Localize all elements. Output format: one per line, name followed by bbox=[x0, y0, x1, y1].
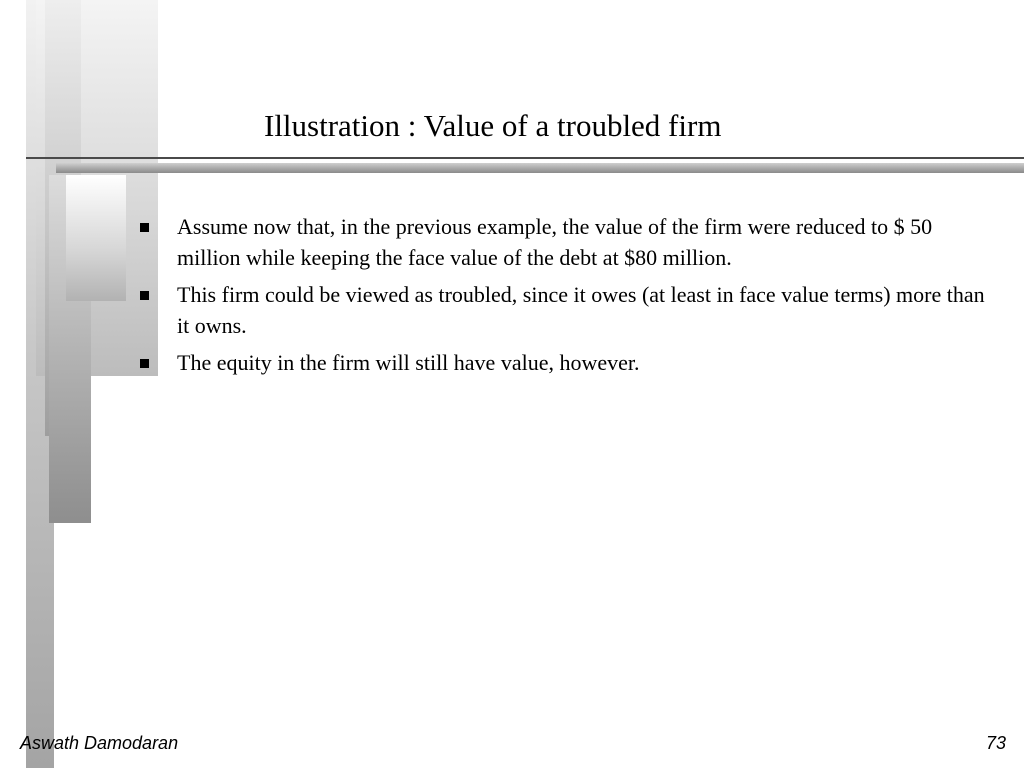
title-divider-thick bbox=[56, 163, 1024, 173]
square-bullet-icon bbox=[140, 291, 149, 300]
page-number: 73 bbox=[985, 733, 1006, 753]
bullet-item bbox=[138, 211, 988, 273]
slide-title: Illustration : Value of a troubled firm bbox=[264, 108, 722, 143]
bullet-list bbox=[138, 211, 988, 384]
title-divider-thin bbox=[26, 157, 1024, 159]
bullet-text: This firm could be viewed as troubled, since it owes (at least in face value terms) more than it owns. bbox=[177, 282, 985, 338]
decorative-bar bbox=[66, 175, 126, 301]
bullet-item bbox=[138, 279, 988, 341]
bullet-text: Assume now that, in the previous example, the value of the firm were reduced to $ 50 million while keeping the face value of the debt at $80 million. bbox=[177, 214, 933, 270]
square-bullet-icon bbox=[140, 223, 149, 232]
bullet-item bbox=[138, 347, 988, 378]
bullet-text: The equity in the firm will still have value, however. bbox=[177, 350, 640, 375]
footer-author: Aswath Damodaran bbox=[20, 733, 179, 753]
square-bullet-icon bbox=[140, 359, 149, 368]
